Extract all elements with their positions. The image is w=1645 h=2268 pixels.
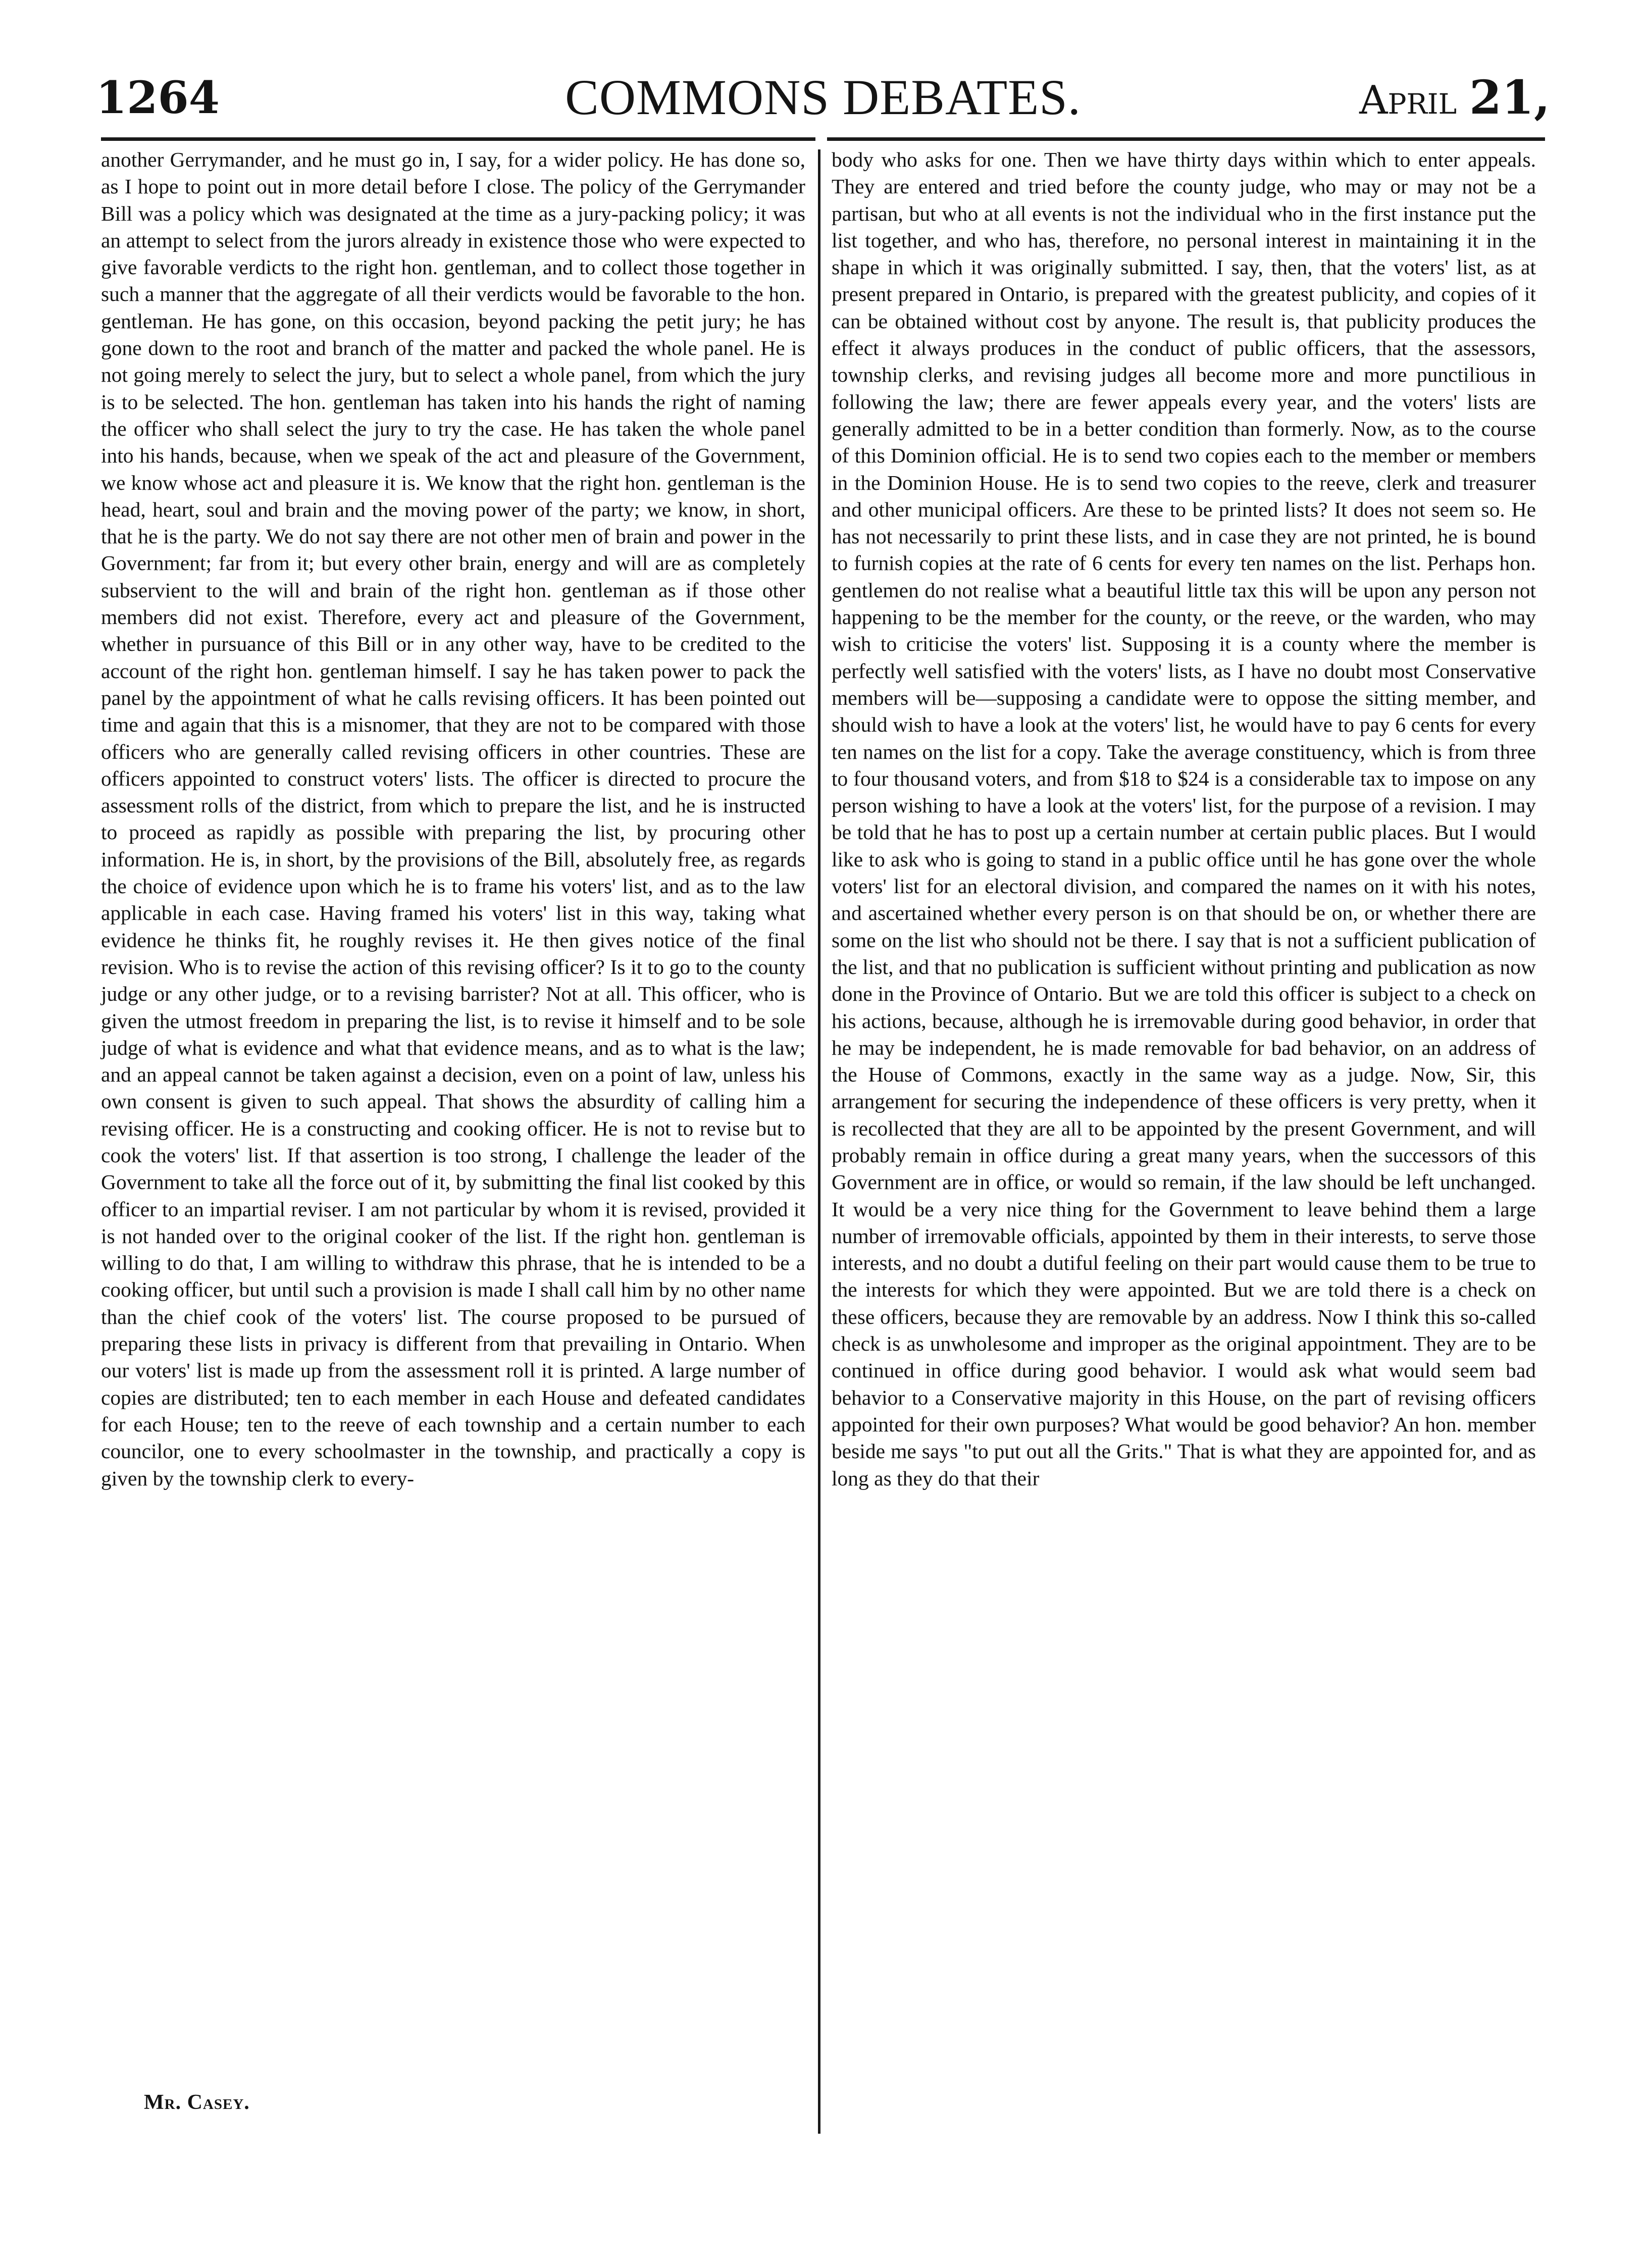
date-month: April	[1359, 78, 1457, 123]
right-column-text: body who asks for one. Then we have thirty days within which to enter appeals. They are entered and tried before the county judge, who may or may not be a partisan, but who at all events is not the individual who in the first instance put the list together, and who has, therefore, no personal interest in maintaining it in the shape in which it was originally submitted. I say, then, that the voters' list, as at present prepared in Ontario, is prepared with the greatest publicity, and copies of it can be obtained without cost by anyone. The result is, that publicity produces the effect it always produces in the conduct of public officers, that the assessors, township clerks, and revising judges all become more and more punctilious in following the law; there are fewer appeals every year, and the voters' lists are generally admitted to be in a better condition than formerly. Now, as to the course of this Dominion official. He is to send two copies each to the member or members in the Dominion House. He is to send two copies to the reeve, clerk and treasurer and other municipal officers. Are these to be printed lists? It does not seem so. He has not necessarily to print these lists, and in case they are not printed, he is bound to furnish copies at the rate of 6 cents for every ten names on the list. Perhaps hon. gentlemen do not realise what a beautiful little tax this will be upon any person not happening to be the member for the county, or the reeve, or the warden, who may wish to criticise the voters' list. Supposing it is a county where the member is perfectly well satisfied with the voters' lists, as I have no doubt most Conservative members will be—supposing a candidate were to oppose the sitting member, and should wish to have a look at the voters' list, he would have to pay 6 cents for every ten names on the list for a copy. Take the average constituency, which is from three to four thousand voters, and from $18 to $24 is a considerable tax to impose on any person wishing to have a look at the voters' list, for the purpose of a revision. I may be told that he has to post up a certain number at certain public places. But I would like to ask who is going to stand in a public office until he has gone over the whole voters' list for an electoral division, and compared the names on it with his notes, and ascertained whether every person is on that should be on, or whether there are some on the list who should not be there. I say that is not a sufficient publication of the list, and that no publication is sufficient without printing and publication as now done in the Province of Ontario. But we are told this officer is subject to a check on his actions, because, although he is irremovable during good behavior, in order that he may be independent, he is made removable for bad behavior, on an address of the House of Commons, exactly in the same way as a judge. Now, Sir, this arrangement for securing the independence of these officers is very pretty, when it is recollected that they are all to be appointed by the present Government, and will probably remain in office during a great many years, when the successors of this Government are in office, or would so remain, if the law should be left unchanged. It would be a very nice thing for the Government to leave behind them a large number of irremovable officials, appointed by them in their interests, to serve those interests, and no doubt a dutiful feeling on their part would cause them to be true to the interests for which they were appointed. But we are told there is a check on these officers, because they are removable by an address. Now I think this so-called check is as unwholesome and improper as the original appointment. They are to be continued in office during good behavior. I would ask what would seem bad behavior to a Conservative majority in this House, on the part of revising officers appointed for their own purposes? What would be good behavior? An hon. member beside me says "to put out all the Grits." That is what they are appointed for, and as long as they do that their	[832, 148, 1536, 1490]
left-column-text: another Gerrymander, and he must go in, I say, for a wider policy. He has done so, as I hope to point out in more detail before I close. The policy of the Gerrymander Bill was a policy which was designated at the time as a jury-packing policy; it was an attempt to select from the jurors already in existence those who were expected to give favorable verdicts to the right hon. gentleman, and to collect those together in such a manner that the aggregate of all their verdicts would be favorable to the hon. gentleman. He has gone, on this occasion, beyond packing the petit jury; he has gone down to the root and branch of the matter and packed the whole panel. He is not going merely to select the jury, but to select a whole panel, from which the jury is to be selected. The hon. gentleman has taken into his hands the right of naming the officer who shall select the jury to try the case. He has taken the whole panel into his hands, because, when we speak of the act and pleasure of the Government, we know whose act and pleasure it is. We know that the right hon. gentleman is the head, heart, soul and brain and the moving power of the party; we know, in short, that he is the party. We do not say there are not other men of brain and power in the Government; far from it; but every other brain, energy and will are as completely subservient to the will and brain of the right hon. gentleman as if those other members did not exist. Therefore, every act and pleasure of the Government, whether in pursuance of this Bill or in any other way, have to be credited to the account of the right hon. gentleman himself. I say he has taken power to pack the panel by the appointment of what he calls revising officers. It has been pointed out time and again that this is a misnomer, that they are not to be compared with those officers who are generally called revising officers in other countries. These are officers appointed to construct voters' lists. The officer is directed to procure the assessment rolls of the district, from which to prepare the list, and he is instructed to proceed as rapidly as possible with preparing the list, by procuring other information. He is, in short, by the provisions of the Bill, absolutely free, as regards the choice of evidence upon which he is to frame his voters' list, and as to the law applicable in each case. Having framed his voters' list in this way, taking what evidence he thinks fit, he roughly revises it. He then gives notice of the final revision. Who is to revise the action of this revising officer? Is it to go to the county judge or any other judge, or to a revising barrister? Not at all. This officer, who is given the utmost freedom in preparing the list, is to revise it himself and to be sole judge of what is evidence and what that evidence means, and as to what is the law; and an appeal cannot be taken against a decision, even on a point of law, unless his own consent is given to such appeal. That shows the absurdity of calling him a revising officer. He is a constructing and cooking officer. He is not to revise but to cook the voters' list. If that assertion is too strong, I challenge the leader of the Government to take all the force out of it, by submitting the final list cooked by this officer to an impartial reviser. I am not particular by whom it is revised, provided it is not handed over to the original cooker of the list. If the right hon. gentleman is willing to do that, I am willing to withdraw this phrase, that he is intended to be a cooking officer, but until such a provision is made I shall call him by no other name than the chief cook of the voters' list. The course proposed to be pursued of preparing these lists in privacy is different from that prevailing in Ontario. When our voters' list is made up from the assessment roll it is printed. A large number of copies are distributed; ten to each member in each House and defeated candidates for each House; ten to the reeve of each township and a certain number to each councilor, one to every schoolmaster in the township, and practically a copy is given by the township clerk to every-	[101, 148, 805, 1490]
date-day: 21,	[1469, 70, 1550, 125]
right-column	[832, 146, 1536, 1492]
header-rule-right	[827, 137, 1545, 141]
running-title: COMMONS DEBATES.	[565, 69, 1081, 125]
header-rule-left	[101, 137, 815, 141]
column-divider	[818, 149, 820, 2134]
running-date	[1359, 70, 1550, 128]
page-number: 1264	[96, 71, 220, 124]
page-header	[96, 70, 1550, 130]
speaker-signature: Mr. Casey.	[144, 2091, 250, 2114]
left-column	[101, 146, 805, 1492]
